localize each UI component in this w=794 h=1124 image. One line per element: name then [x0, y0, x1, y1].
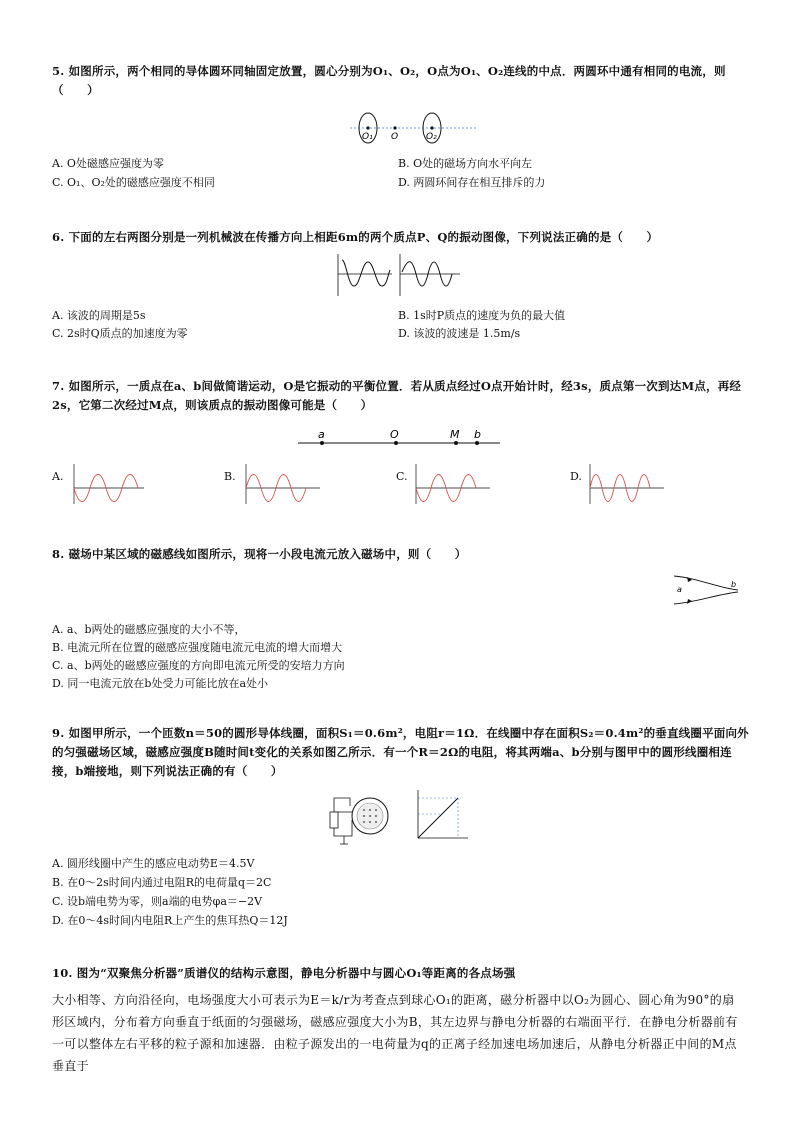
q8-option-b: B. 电流元所在位置的磁感应强度随电流元电流的增大而增大 [52, 641, 343, 654]
label-o1: O₁ [362, 132, 373, 142]
q10-stem: 10. 图为“双聚焦分析器”质谱仪的结构示意图，静电分析器中与圆心O₁等距离的各点场强 [52, 966, 516, 980]
q5-option-b: B. O处的磁场方向水平向左 [398, 157, 533, 170]
q8-figure [668, 570, 744, 612]
q6-option-c: C. 2s时Q质点的加速度为零 [52, 327, 188, 340]
q9-option-d: D. 在0～4s时间内电阻R上产生的焦耳热Q＝12J [52, 914, 288, 927]
q7-option-c: C. [396, 470, 408, 483]
label-o: O [391, 132, 399, 142]
q7-stem: 7. 如图所示，一质点在a、b间做简谐运动，O是它振动的平衡位置．若从质点经过O点开始计时，经3s，质点第一次到达M点，再经2s，它第二次经过M点，则该质点的振动图像可能是（ ） [52, 379, 742, 412]
q6-stem: 6. 下面的左右两图分别是一列机械波在传播方向上相距6m的两个质点P、Q的振动图像，下列说法正确的是（ ） [52, 230, 659, 244]
point-a: a [318, 428, 325, 441]
q5-option-d: D. 两圆环间存在相互排斥的力 [398, 176, 546, 189]
q9-option-a: A. 圆形线圈中产生的感应电动势E＝4.5V [52, 857, 255, 870]
label-o2: O₂ [426, 132, 437, 142]
q9-option-b: B. 在0～2s时间内通过电阻R的电荷量q＝2C [52, 876, 272, 889]
q7-graph-d [584, 462, 666, 506]
q9-figure-coil [320, 794, 392, 848]
q5-option-c: C. O₁、O₂处的磁感应强度不相同 [52, 176, 215, 189]
q9-option-c: C. 设b端电势为零，则a端的电势φa＝−2V [52, 895, 263, 908]
q6-option-b: B. 1s时P质点的速度为负的最大值 [398, 309, 566, 322]
q7-line-figure [296, 426, 510, 450]
q8-stem: 8. 磁场中某区域的磁感线如图所示，现将一小段电流元放入磁场中，则（ ） [52, 547, 467, 561]
q6-option-a: A. 该波的周期是5s [52, 309, 146, 322]
q9-stem: 9. 如图甲所示，一个匝数n＝50的圆形导体线圈，面积S₁＝0.6m²，电阻r＝1Ω．在线圈中存在面积S₂＝0.4m²的垂直线圈平面向外的匀强磁场区域，磁感应强度B随时间t变化的关系如图乙所示．有一个R＝2Ω的电阻，将其两端a、b分别与图甲中的圆形线圈相连接，b端接地，则下列说法正确的有（ ） [52, 726, 749, 778]
q7-graph-a [70, 462, 146, 506]
q7-graph-c [410, 462, 492, 506]
q8-option-a: A. a、b两处的磁感应强度的大小不等， [52, 623, 246, 636]
q7-graph-b [240, 462, 322, 506]
q7-option-a: A. [52, 470, 64, 483]
label-b: b [731, 580, 737, 589]
q7-option-d: D. [570, 470, 582, 483]
q5-figure [350, 112, 480, 152]
q7-option-b: B. [224, 470, 236, 483]
q9-figure-graph [406, 788, 472, 848]
q10-body: 大小相等、方向沿径向，电场强度大小可表示为E＝k/r为考查点到球心O₁的距离，磁分析器中以O₂为圆心、圆心角为90°的扇形区域内，分布着方向垂直于纸面的匀强磁场，磁感应强度大小为B，其左边界与静电分析器的右端面平行．在静电分析器前有一可以整体左右平移的粒子源和加速器．由粒子源发出的一电荷量为q的正离子经加速电场加速后，从静电分析器正中间的M点垂直于 [52, 993, 738, 1073]
point-m: M [450, 428, 460, 441]
q8-option-d: D. 同一电流元放在b处受力可能比放在a处小 [52, 677, 269, 690]
q6-figure [332, 252, 462, 298]
point-o: O [390, 428, 399, 441]
q6-option-d: D. 该波的波速是 1.5m/s [398, 327, 521, 340]
label-a: a [677, 585, 682, 594]
q8-option-c: C. a、b两处的磁感应强度的方向即电流元所受的安培力方向 [52, 659, 345, 672]
q5-option-a: A. O处磁感应强度为零 [52, 157, 164, 170]
q5-stem: 5. 如图所示，两个相同的导体圆环同轴固定放置，圆心分别为O₁、O₂，O点为O₁、O₂连线的中点．两圆环中通有相同的电流，则（ ） [52, 64, 726, 97]
point-b: b [474, 428, 481, 441]
